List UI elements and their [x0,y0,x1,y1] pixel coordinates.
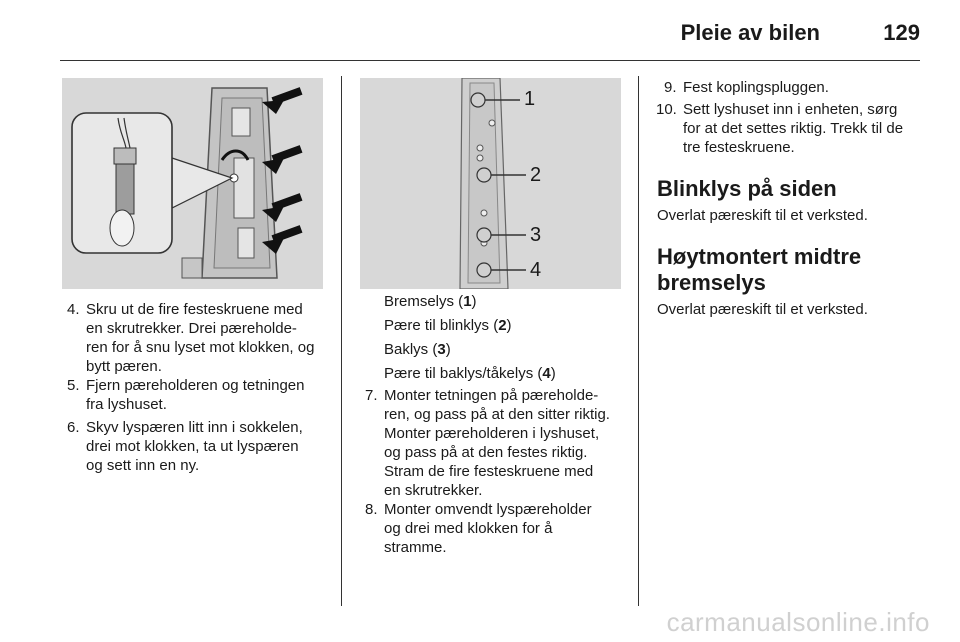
step-line: fra lyshuset. [86,396,167,413]
column-divider-1 [341,76,342,606]
page-number: 129 [883,20,920,45]
step-4 [67,300,337,376]
step-line: Fest koplingspluggen. [683,79,829,96]
step-number: 8. [365,501,378,518]
step-line: for at det settes riktig. Trekk til de [683,120,904,137]
section-body-side-indicator: Overlat pæreskift til et verksted. [657,207,868,224]
step-line: Monter pæreholderen i lyshuset, [384,425,600,442]
step-8 [365,500,635,557]
legend-item-1: Bremselys (1) [384,293,477,310]
section-heading-brake-light-line1: Høytmontert midtre [657,244,862,269]
step-line: Skyv lyspæren litt inn i sokkelen, [86,419,303,436]
step-line: stramme. [384,539,447,556]
step-number: 7. [365,387,378,404]
legend-item-4: Pære til baklys/tåkelys (4) [384,365,556,382]
watermark: carmanualsonline.info [666,607,930,637]
step-5 [67,376,337,414]
step-number: 4. [67,301,80,318]
callout-label-1: 1 [524,88,536,110]
column-divider-2 [638,76,639,606]
header-divider [60,60,920,61]
section-title: Pleie av bilen [680,20,820,45]
step-line: tre festeskruene. [683,139,795,156]
legend-item-3: Baklys (3) [384,341,451,358]
step-number: 5. [67,377,80,394]
section-heading-brake-light-line2: bremselys [657,270,766,295]
step-line: Monter omvendt lyspæreholder [384,501,592,518]
bulb-holder-figure [62,78,323,289]
bulb-positions-figure [360,78,621,289]
step-line: Fjern pæreholderen og tetningen [86,377,305,394]
legend-item-2: Pære til blinklys (2) [384,317,512,334]
step-line: drei mot klokken, ta ut lyspæren [86,438,299,455]
step-7 [365,386,635,500]
callout-label-4: 4 [530,259,542,281]
step-line: Skru ut de fire festeskruene med [86,301,303,318]
step-line: ren for å snu lyset mot klokken, og [86,339,315,356]
callout-label-3: 3 [530,224,542,246]
step-line: en skrutrekker. [384,482,483,499]
step-line: og sett inn en ny. [86,457,200,474]
step-line: ren, og pass på at den sitter riktig. [384,406,610,423]
step-6 [67,418,337,475]
step-number: 9. [664,79,677,96]
section-heading-side-indicator: Blinklys på siden [657,176,837,201]
step-10 [656,100,926,157]
step-line: Sett lyshuset inn i enheten, sørg [683,101,898,118]
step-line: Stram de fire festeskruene med [384,463,594,480]
step-line: en skrutrekker. Drei pæreholde- [86,320,297,337]
step-line: Monter tetningen på pæreholde- [384,387,599,404]
callout-label-2: 2 [530,164,542,186]
step-9 [664,78,926,97]
step-line: og drei med klokken for å [384,520,553,537]
section-body-brake-light: Overlat pæreskift til et verksted. [657,301,868,318]
step-number: 10. [656,101,677,118]
step-line: og pass på at den festes riktig. [384,444,588,461]
step-line: bytt pæren. [86,358,162,375]
step-number: 6. [67,419,80,436]
